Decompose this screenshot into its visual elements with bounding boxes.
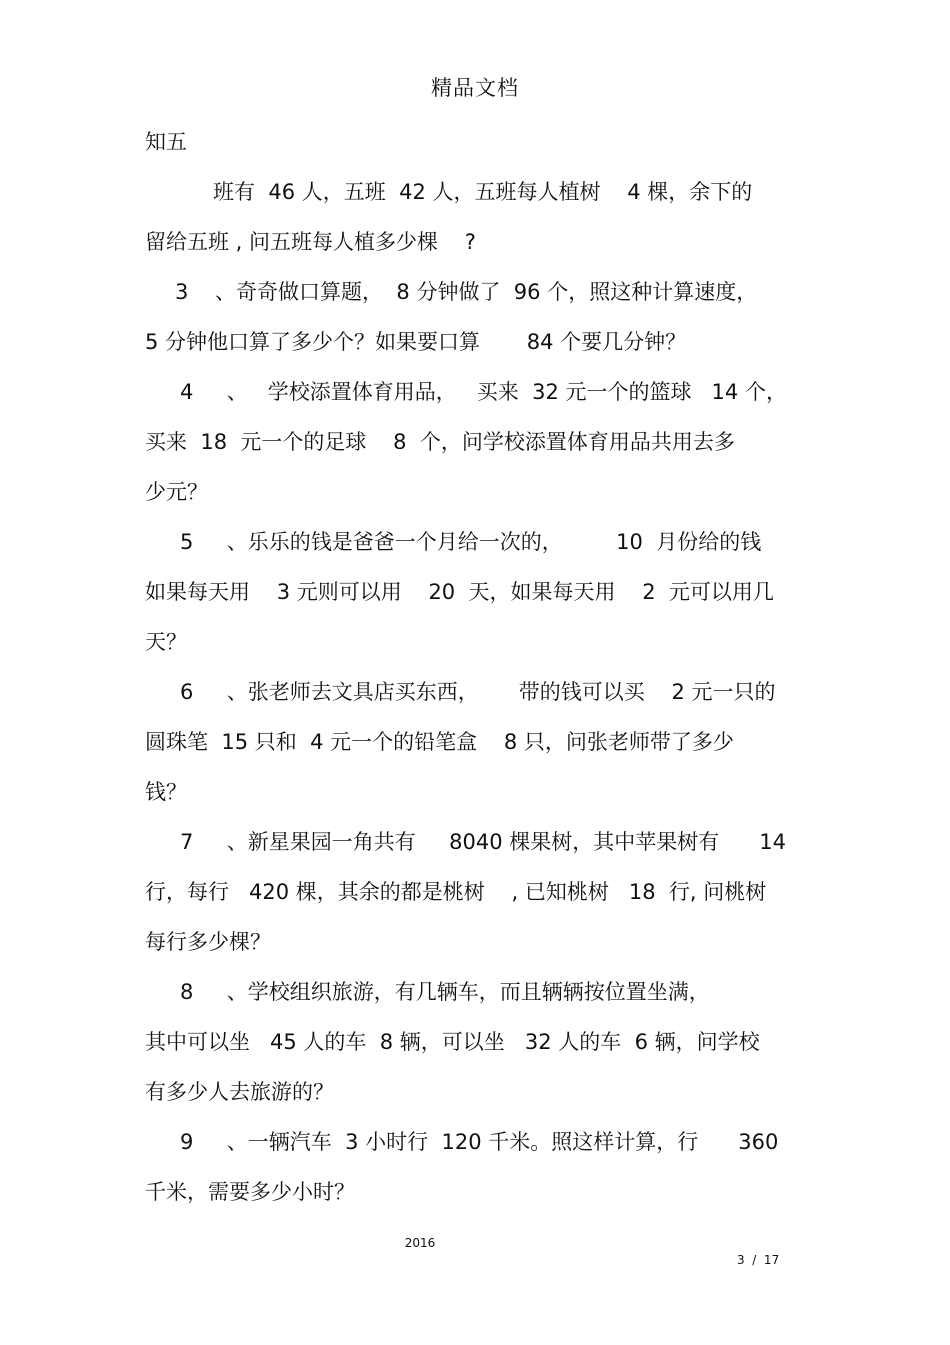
text-line: 6 、张老师去文具店买东西， 带的钱可以买 2 元一只的: [180, 680, 776, 704]
text-line: 知五: [145, 130, 187, 154]
text-line: 如果每天用 3 元则可以用 20 天，如果每天用 2 元可以用几: [145, 580, 774, 604]
page-header-title: 精品文档: [431, 76, 519, 100]
text-line: 其中可以坐 45 人的车 8 辆，可以坐 32 人的车 6 辆，问学校: [145, 1030, 760, 1054]
footer-year: 2016: [404, 1236, 436, 1250]
text-line: 行，每行 420 棵，其余的都是桃树 , 已知桃树 18 行, 问桃树: [145, 880, 767, 904]
text-line: 圆珠笔 15 只和 4 元一个的铅笔盒 8 只，问张老师带了多少: [145, 730, 734, 754]
text-line: 少元？: [145, 480, 208, 504]
text-line: 7 、新星果园一角共有 8040 棵果树，其中苹果树有 14: [180, 830, 787, 854]
text-line: 每行多少棵？: [145, 930, 271, 954]
text-line: 买来 18 元一个的足球 8 个，问学校添置体育用品共用去多: [145, 430, 735, 454]
text-line: 3 、奇奇做口算题， 8 分钟做了 96 个，照这种计算速度，: [175, 280, 758, 304]
text-line: 4 、 学校添置体育用品， 买来 32 元一个的篮球 14 个，: [180, 380, 787, 404]
text-line: 钱？: [145, 780, 187, 804]
text-line: 有多少人去旅游的？: [145, 1080, 334, 1104]
text-line: 9 、一辆汽车 3 小时行 120 千米。照这样计算，行 360: [180, 1130, 779, 1154]
text-line: 班有 46 人，五班 42 人，五班每人植树 4 棵，余下的: [213, 180, 753, 204]
text-line: 5 、乐乐的钱是爸爸一个月给一次的， 10 月份给的钱: [180, 530, 762, 554]
text-line: 留给五班 , 问五班每人植多少棵 ?: [145, 230, 476, 254]
text-line: 天？: [145, 630, 187, 654]
text-line: 5 分钟他口算了多少个？如果要口算 84 个要几分钟？: [145, 330, 687, 354]
text-line: 8 、学校组织旅游，有几辆车，而且辆辆按位置坐满，: [180, 980, 710, 1004]
text-line: 千米，需要多少小时？: [145, 1180, 355, 1204]
page-indicator: 3 / 17: [737, 1253, 780, 1267]
